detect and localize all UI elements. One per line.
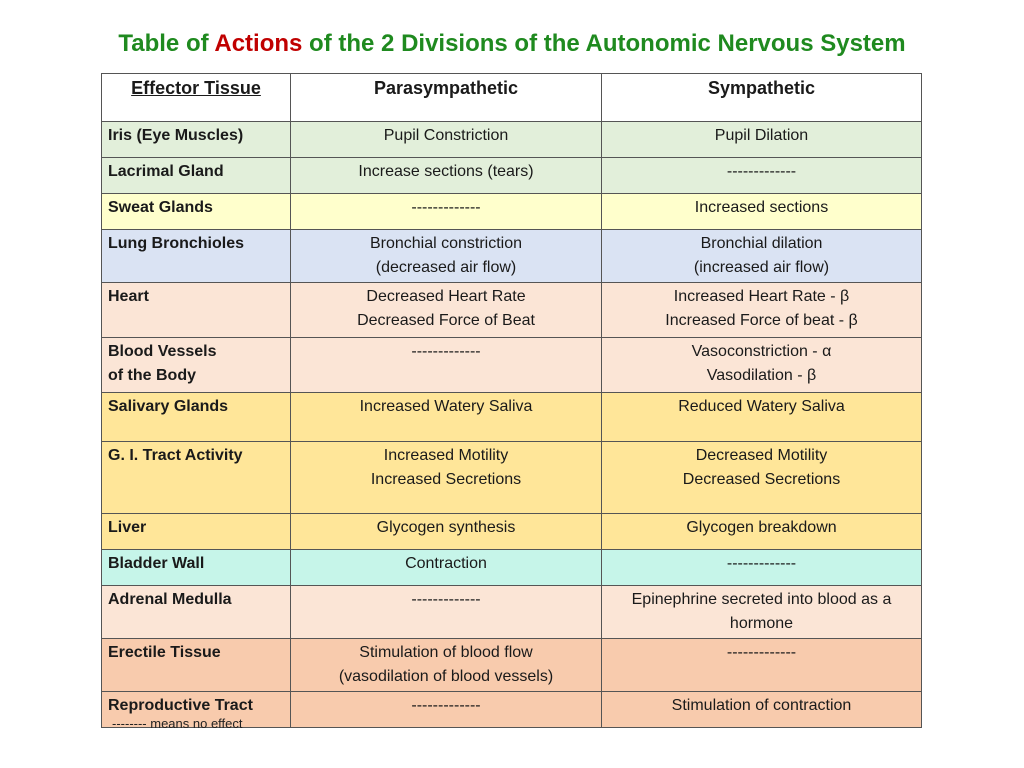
title-highlight: Actions: [214, 30, 303, 57]
parasympathetic-cell: [291, 442, 602, 514]
tissue-cell-line: Sweat Glands: [108, 199, 213, 216]
table-body: [102, 122, 922, 728]
tissue-cell: [102, 639, 291, 692]
table-row: [102, 283, 922, 338]
tissue-cell: [102, 338, 291, 393]
tissue-cell-line: Salivary Glands: [108, 398, 229, 415]
parasympathetic-cell-line: -------------: [411, 199, 481, 216]
header-parasympathetic: Parasympathetic: [291, 74, 602, 122]
parasympathetic-cell-line: Glycogen synthesis: [376, 519, 516, 536]
header-effector-tissue: Effector Tissue: [102, 74, 291, 122]
title-part2: of the 2 Divisions of the Autonomic Nervous System: [302, 30, 906, 57]
footnote: -------- means no effect: [112, 716, 243, 731]
tissue-cell: [102, 158, 291, 194]
parasympathetic-cell-line: (vasodilation of blood vessels): [338, 668, 554, 685]
table-row: [102, 442, 922, 514]
sympathetic-cell: [602, 639, 922, 692]
tissue-cell: [102, 194, 291, 230]
sympathetic-cell: [602, 442, 922, 514]
tissue-cell: [102, 514, 291, 550]
table-row: [102, 230, 922, 283]
tissue-cell-line: of the Body: [108, 367, 196, 384]
tissue-cell-line: G. I. Tract Activity: [108, 447, 243, 464]
sympathetic-cell-line: Stimulation of contraction: [671, 697, 852, 714]
parasympathetic-cell-line: Contraction: [405, 555, 487, 572]
actions-table: [101, 73, 922, 728]
parasympathetic-cell: [291, 283, 602, 338]
tissue-cell-line: Erectile Tissue: [108, 644, 221, 661]
parasympathetic-cell-line: Increased Watery Saliva: [359, 398, 533, 415]
parasympathetic-cell: [291, 639, 602, 692]
sympathetic-cell: [602, 230, 922, 283]
parasympathetic-cell: [291, 158, 602, 194]
sympathetic-cell-line: Glycogen breakdown: [686, 519, 837, 536]
parasympathetic-cell: [291, 550, 602, 586]
tissue-cell-line: Lacrimal Gland: [108, 163, 224, 180]
sympathetic-cell-line: Decreased Motility: [695, 447, 828, 464]
parasympathetic-cell-line: Stimulation of blood flow: [359, 644, 533, 661]
sympathetic-cell-line: (increased air flow): [693, 259, 830, 276]
parasympathetic-cell-line: Decreased Force of Beat: [357, 312, 535, 329]
parasympathetic-cell: [291, 586, 602, 639]
sympathetic-cell-line: Vasoconstriction - α: [691, 343, 832, 360]
tissue-cell: [102, 550, 291, 586]
title-part1: Table of: [118, 30, 215, 57]
sympathetic-cell: [602, 514, 922, 550]
tissue-cell: [102, 230, 291, 283]
parasympathetic-cell: [291, 230, 602, 283]
sympathetic-cell-line: Epinephrine secreted into blood as a: [631, 591, 892, 608]
tissue-cell-line: Heart: [108, 288, 149, 305]
sympathetic-cell-line: Decreased Secretions: [682, 471, 841, 488]
sympathetic-cell-line: Increased Force of beat - β: [665, 312, 858, 329]
tissue-cell-line: Bladder Wall: [108, 555, 205, 572]
table-row: [102, 639, 922, 692]
tissue-cell: [102, 442, 291, 514]
parasympathetic-cell-line: Decreased Heart Rate: [366, 288, 526, 305]
tissue-cell-line: Lung Bronchioles: [108, 235, 244, 252]
parasympathetic-cell-line: -------------: [411, 343, 481, 360]
table-row: [102, 550, 922, 586]
sympathetic-cell: [602, 194, 922, 230]
tissue-cell-line: Iris (Eye Muscles): [108, 127, 244, 144]
header-row: [102, 74, 922, 122]
tissue-cell-line: Blood Vessels: [108, 343, 217, 360]
parasympathetic-cell-line: -------------: [411, 697, 481, 714]
sympathetic-cell: [602, 586, 922, 639]
parasympathetic-cell: [291, 514, 602, 550]
sympathetic-cell-line: -------------: [726, 163, 797, 180]
parasympathetic-cell-line: Increased Motility: [383, 447, 509, 464]
parasympathetic-cell-line: -------------: [411, 591, 481, 608]
parasympathetic-cell: [291, 393, 602, 442]
table-row: [102, 194, 922, 230]
parasympathetic-cell: [291, 692, 602, 728]
header-sympathetic: Sympathetic: [602, 74, 922, 122]
table-row: [102, 122, 922, 158]
table-row: [102, 393, 922, 442]
parasympathetic-cell-line: Bronchial constriction: [369, 235, 523, 252]
table-row: [102, 514, 922, 550]
sympathetic-cell-line: Increased Heart Rate - β: [673, 288, 850, 305]
sympathetic-cell-line: -------------: [726, 555, 797, 572]
tissue-cell-line: Reproductive Tract: [108, 697, 253, 714]
parasympathetic-cell-line: Increased Secretions: [370, 471, 522, 488]
tissue-cell: [102, 122, 291, 158]
sympathetic-cell: [602, 393, 922, 442]
tissue-cell: [102, 283, 291, 338]
table-row: [102, 338, 922, 393]
sympathetic-cell: [602, 550, 922, 586]
tissue-cell-line: Adrenal Medulla: [108, 591, 232, 608]
sympathetic-cell-line: Pupil Dilation: [714, 127, 809, 144]
sympathetic-cell-line: hormone: [729, 615, 794, 632]
parasympathetic-cell: [291, 194, 602, 230]
sympathetic-cell: [602, 338, 922, 393]
tissue-cell: [102, 586, 291, 639]
parasympathetic-cell-line: Pupil Constriction: [383, 127, 509, 144]
sympathetic-cell-line: -------------: [726, 644, 797, 661]
sympathetic-cell: [602, 122, 922, 158]
sympathetic-cell: [602, 283, 922, 338]
sympathetic-cell-line: Bronchial dilation: [700, 235, 823, 252]
parasympathetic-cell: [291, 122, 602, 158]
parasympathetic-cell-line: (decreased air flow): [375, 259, 517, 276]
tissue-cell: [102, 393, 291, 442]
sympathetic-cell-line: Reduced Watery Saliva: [678, 398, 845, 415]
parasympathetic-cell: [291, 338, 602, 393]
tissue-cell-line: Liver: [108, 519, 147, 536]
sympathetic-cell-line: Increased sections: [694, 199, 829, 216]
table-row: [102, 158, 922, 194]
sympathetic-cell-line: Vasodilation - β: [706, 367, 817, 384]
sympathetic-cell: [602, 158, 922, 194]
page-title: [0, 30, 1024, 58]
sympathetic-cell: [602, 692, 922, 728]
parasympathetic-cell-line: Increase sections (tears): [358, 163, 534, 180]
table-row: [102, 586, 922, 639]
